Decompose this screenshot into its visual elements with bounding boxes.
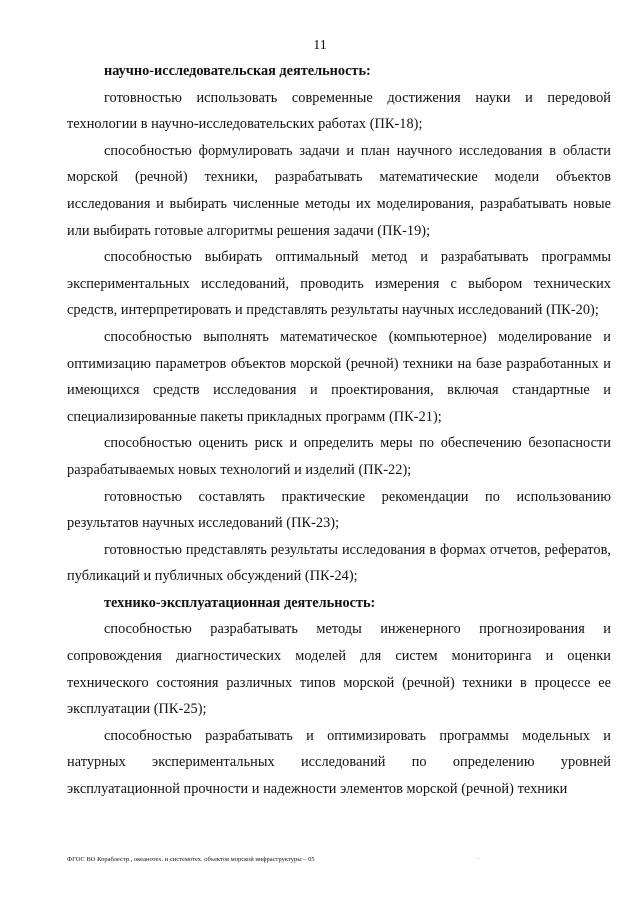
section-heading-research: научно-исследовательская деятельность: <box>104 63 371 79</box>
paragraph-pk-18: готовностью использовать современные достижения науки и передовой технологии в научно-исследовательских работах (ПК-18); <box>67 89 611 133</box>
paragraph-pk-20: способностью выбирать оптимальный метод и разрабатывать программы экспериментальных исследований, проводить измерения с выбором технических средств, интерпретировать и представлять результаты научных исследований (ПК-20); <box>67 249 611 319</box>
footer-marks: . . <box>476 855 481 861</box>
paragraph-pk-24: готовностью представлять результаты исследования в формах отчетов, рефератов, публикаций и публичных обсуждений (ПК-24); <box>67 541 611 585</box>
section-heading-operation: технико-эксплуатационная деятельность: <box>104 594 376 611</box>
paragraph-pk-23: готовностью составлять практические рекомендации по использованию результатов научных исследований (ПК-23); <box>67 488 611 532</box>
paragraph-pk-26-partial: способностью разрабатывать и оптимизировать программы модельных и натурных экспериментальных исследований по определению уровней эксплуатационной прочности и надежности элементов морской (речной) техники <box>67 727 611 798</box>
footer-text: ФГОС ВО Кораблестр., океанотех. и системотех. объектов морской инфраструктуры – 05 <box>67 856 315 863</box>
paragraph-pk-25: способностью разрабатывать методы инженерного прогнозирования и сопровождения диагностических моделей для систем мониторинга и оценки технического состояния различных типов морской (речной) техники в процессе ее эксплуатации (ПК-25); <box>67 621 611 718</box>
page-number: 11 <box>313 38 327 53</box>
page-body <box>67 58 611 803</box>
paragraph-pk-21: способностью выполнять математическое (компьютерное) моделирование и оптимизацию параметров объектов морской (речной) техники на базе разработанных и имеющихся средств исследования и проектирования, включая стандартные и специализированные пакеты прикладных программ (ПК-21); <box>67 328 611 425</box>
paragraph-pk-19: способностью формулировать задачи и план научного исследования в области морской (речной) техники, разрабатывать математические модели объектов исследования и выбирать численные методы их моделирования, разрабатывать новые или выбирать готовые алгоритмы решения задачи (ПК-19); <box>67 142 611 239</box>
paragraph-pk-22: способностью оценить риск и определить меры по обеспечению безопасности разрабатываемых новых технологий и изделий (ПК-22); <box>67 435 611 478</box>
